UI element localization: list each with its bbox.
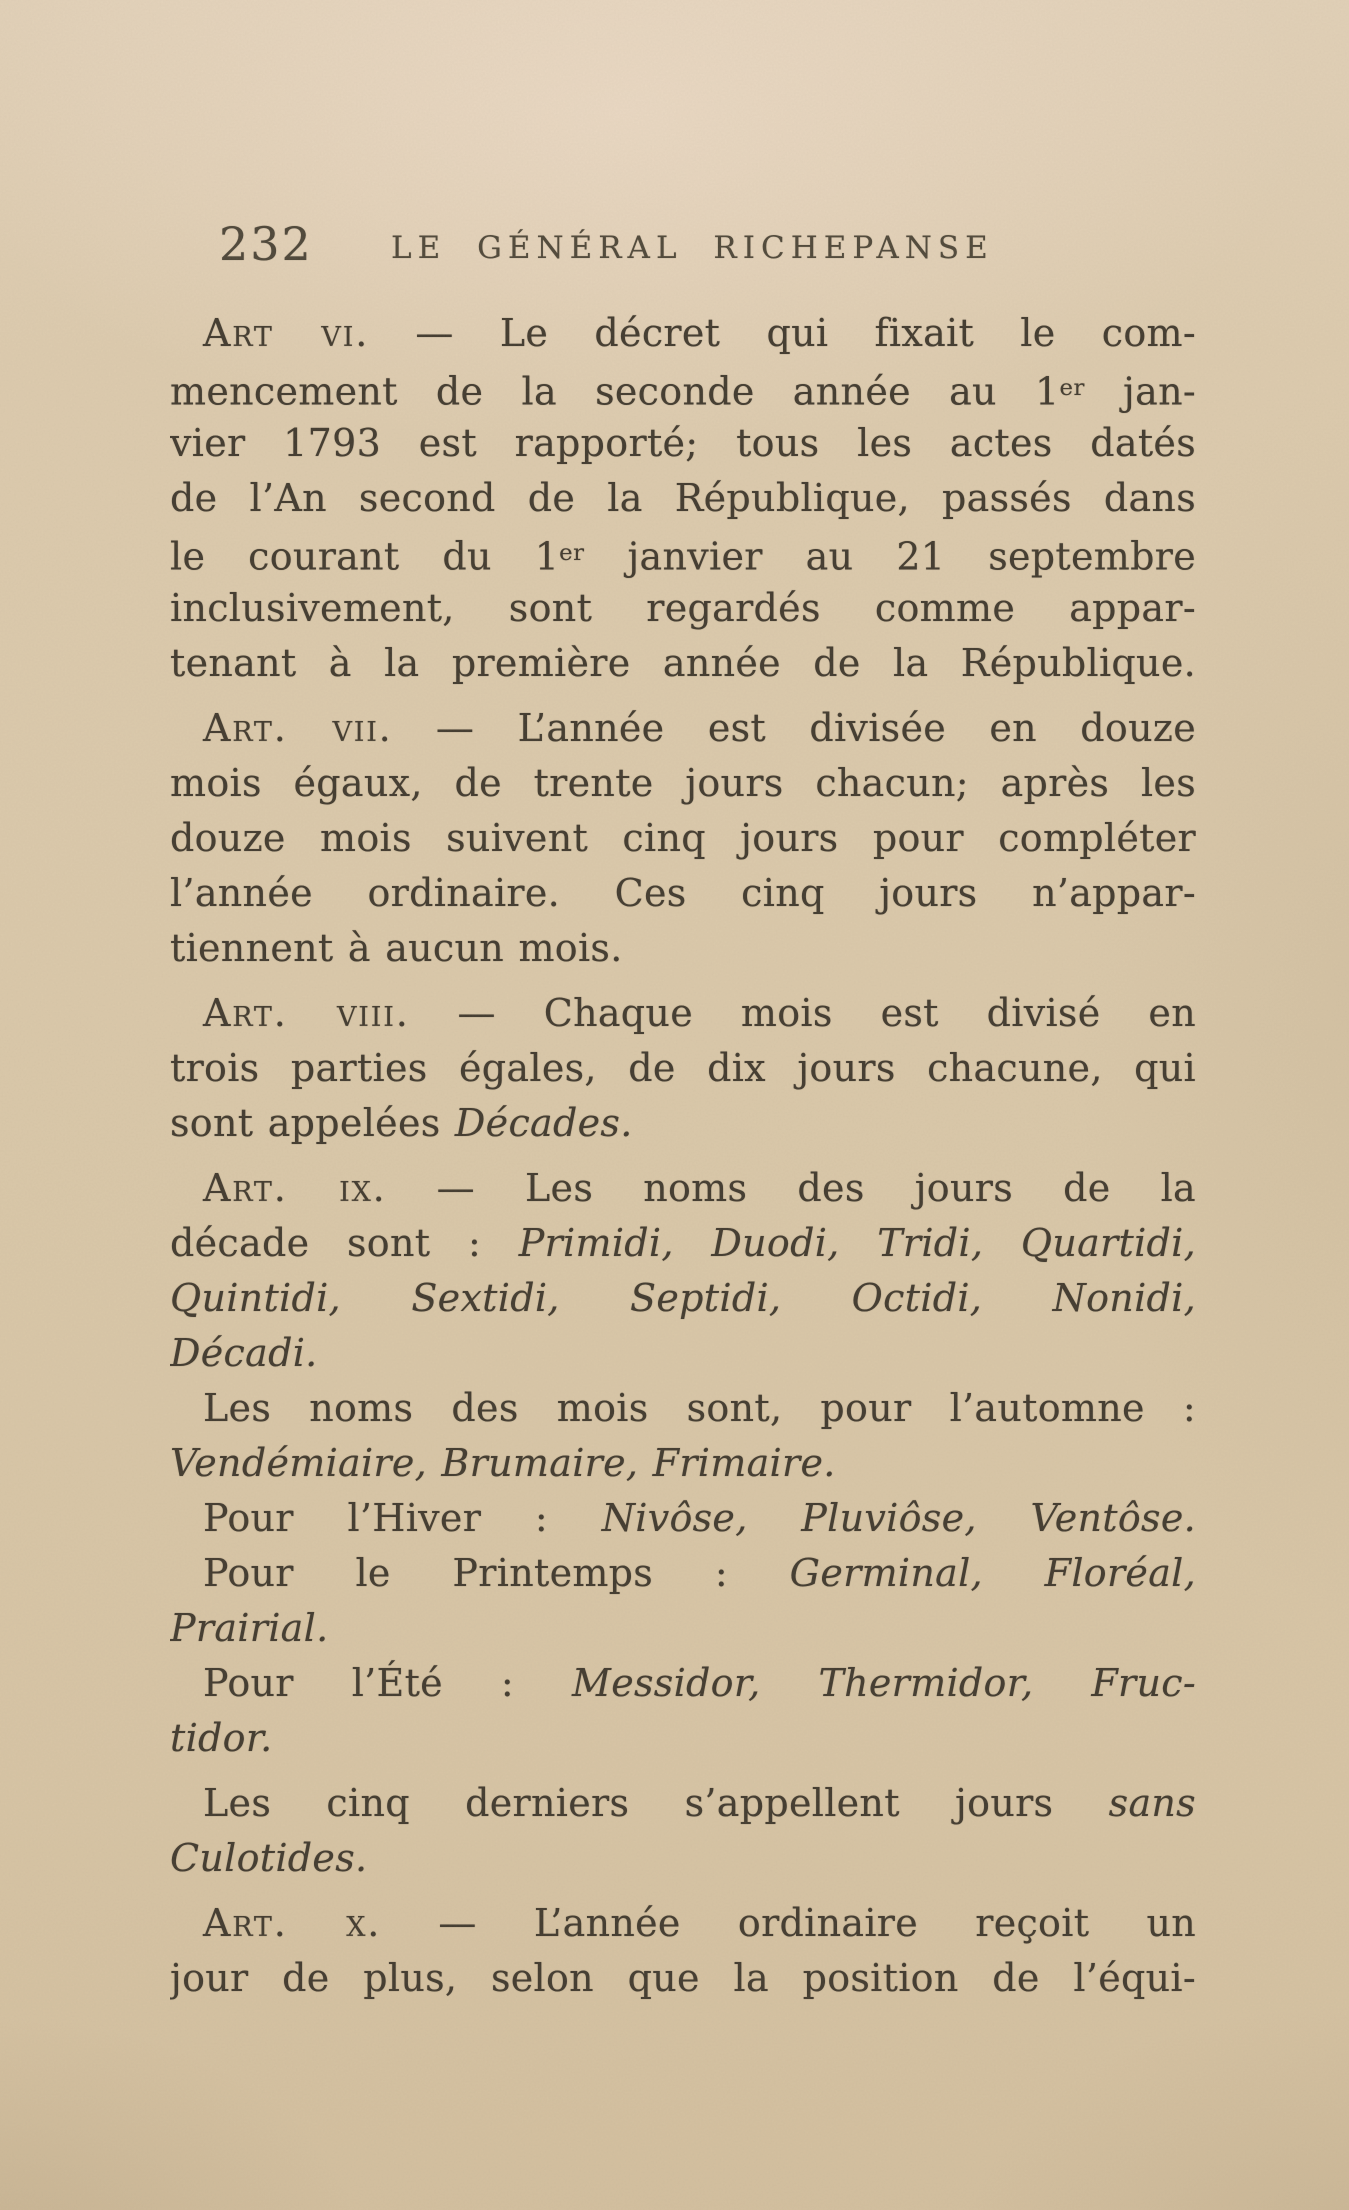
text-segment: Les noms des mois sont, pour l’automne : [203,1386,1196,1430]
text-block [170,306,1196,2006]
text-line [170,1491,1196,1546]
text-segment: Culotides. [170,1836,368,1880]
text-segment: Vendémiaire, Brumaire, Frimaire. [170,1441,836,1485]
text-segment: Germinal, Floréal, [789,1551,1196,1595]
text-segment: douze mois suivent cinq jours pour compléter [170,816,1196,860]
text-segment: de l’An second de la République, passés dans [170,476,1196,520]
text-segment: — Le décret qui fixait le com- [369,311,1196,355]
text-segment: Primidi, Duodi, Tridi, Quartidi, [518,1221,1196,1265]
text-line [170,1831,1196,1886]
text-line [170,1656,1196,1711]
text-segment: l’année ordinaire. Ces cinq jours n’appar- [170,871,1196,915]
text-segment: tiennent à aucun mois. [170,926,623,970]
text-segment: Art. vii. [203,706,393,750]
text-segment: jan- [1084,369,1196,414]
text-segment: sans [1108,1781,1196,1825]
text-line [170,306,1196,361]
text-segment: Art. viii. [203,991,410,1035]
text-segment: er [1059,375,1085,401]
page-number: 232 [219,217,313,271]
text-line [170,581,1196,636]
text-line [170,1161,1196,1216]
text-line [170,1776,1196,1831]
text-line [170,1271,1196,1326]
text-segment: inclusivement, sont regardés comme appar- [170,586,1196,630]
text-segment: — Chaque mois est divisé en [409,991,1196,1035]
text-line [170,921,1196,976]
text-line [170,1951,1196,2006]
text-segment: le courant du 1 [170,534,560,579]
text-line [170,526,1196,581]
text-line [170,756,1196,811]
text-segment: mois égaux, de trente jours chacun; après les [170,761,1196,805]
text-line [170,1326,1196,1381]
text-segment: mencement de la seconde année au 1 [170,369,1060,414]
text-line [170,1381,1196,1436]
text-segment: Prairial. [170,1606,329,1650]
text-line [170,866,1196,921]
text-line [170,1601,1196,1656]
text-line [170,701,1196,756]
text-segment: Pour le Printemps : [203,1551,790,1595]
text-segment: Décades. [454,1101,633,1145]
text-segment: Messidor, Thermidor, Fruc- [571,1661,1196,1705]
text-line [170,636,1196,691]
text-line [170,1896,1196,1951]
text-segment: — L’année ordinaire reçoit un [381,1901,1196,1945]
text-segment: trois parties égales, de dix jours chacune, qui [170,1046,1196,1090]
text-segment: tidor. [170,1716,273,1760]
text-line [170,1096,1196,1151]
running-title: LE GÉNÉRAL RICHEPANSE [391,230,994,266]
text-line [170,471,1196,526]
text-segment: jour de plus, selon que la position de l’équi- [170,1956,1196,2000]
text-segment: Pour l’Été : [203,1661,572,1705]
text-line [170,1041,1196,1096]
text-line [170,811,1196,866]
text-segment: — L’année est divisée en douze [392,706,1196,750]
text-segment: Art. x. [203,1901,382,1945]
text-segment: — Les noms des jours de la [386,1166,1196,1210]
text-segment: sont appelées [170,1101,455,1145]
text-segment: vier 1793 est rapporté; tous les actes datés [170,421,1196,465]
text-line [170,1546,1196,1601]
text-line [170,986,1196,1041]
text-segment: Art. ix. [203,1166,387,1210]
text-line [170,416,1196,471]
text-segment: décade sont : [170,1221,519,1265]
text-segment: Décadi. [170,1331,318,1375]
text-segment: tenant à la première année de la République. [170,641,1196,685]
text-segment: Art vi. [203,311,370,355]
text-line [170,1216,1196,1271]
text-segment: er [559,540,585,566]
text-line [170,361,1196,416]
text-segment: Les cinq derniers s’appellent jours [203,1781,1109,1825]
text-segment: janvier au 21 septembre [584,534,1196,579]
text-segment: Quintidi, Sextidi, Septidi, Octidi, Nonidi, [170,1276,1196,1320]
text-segment: Pour l’Hiver : [203,1496,602,1540]
text-segment: Nivôse, Pluviôse, Ventôse. [601,1496,1196,1540]
text-line [170,1711,1196,1766]
text-line [170,1436,1196,1491]
